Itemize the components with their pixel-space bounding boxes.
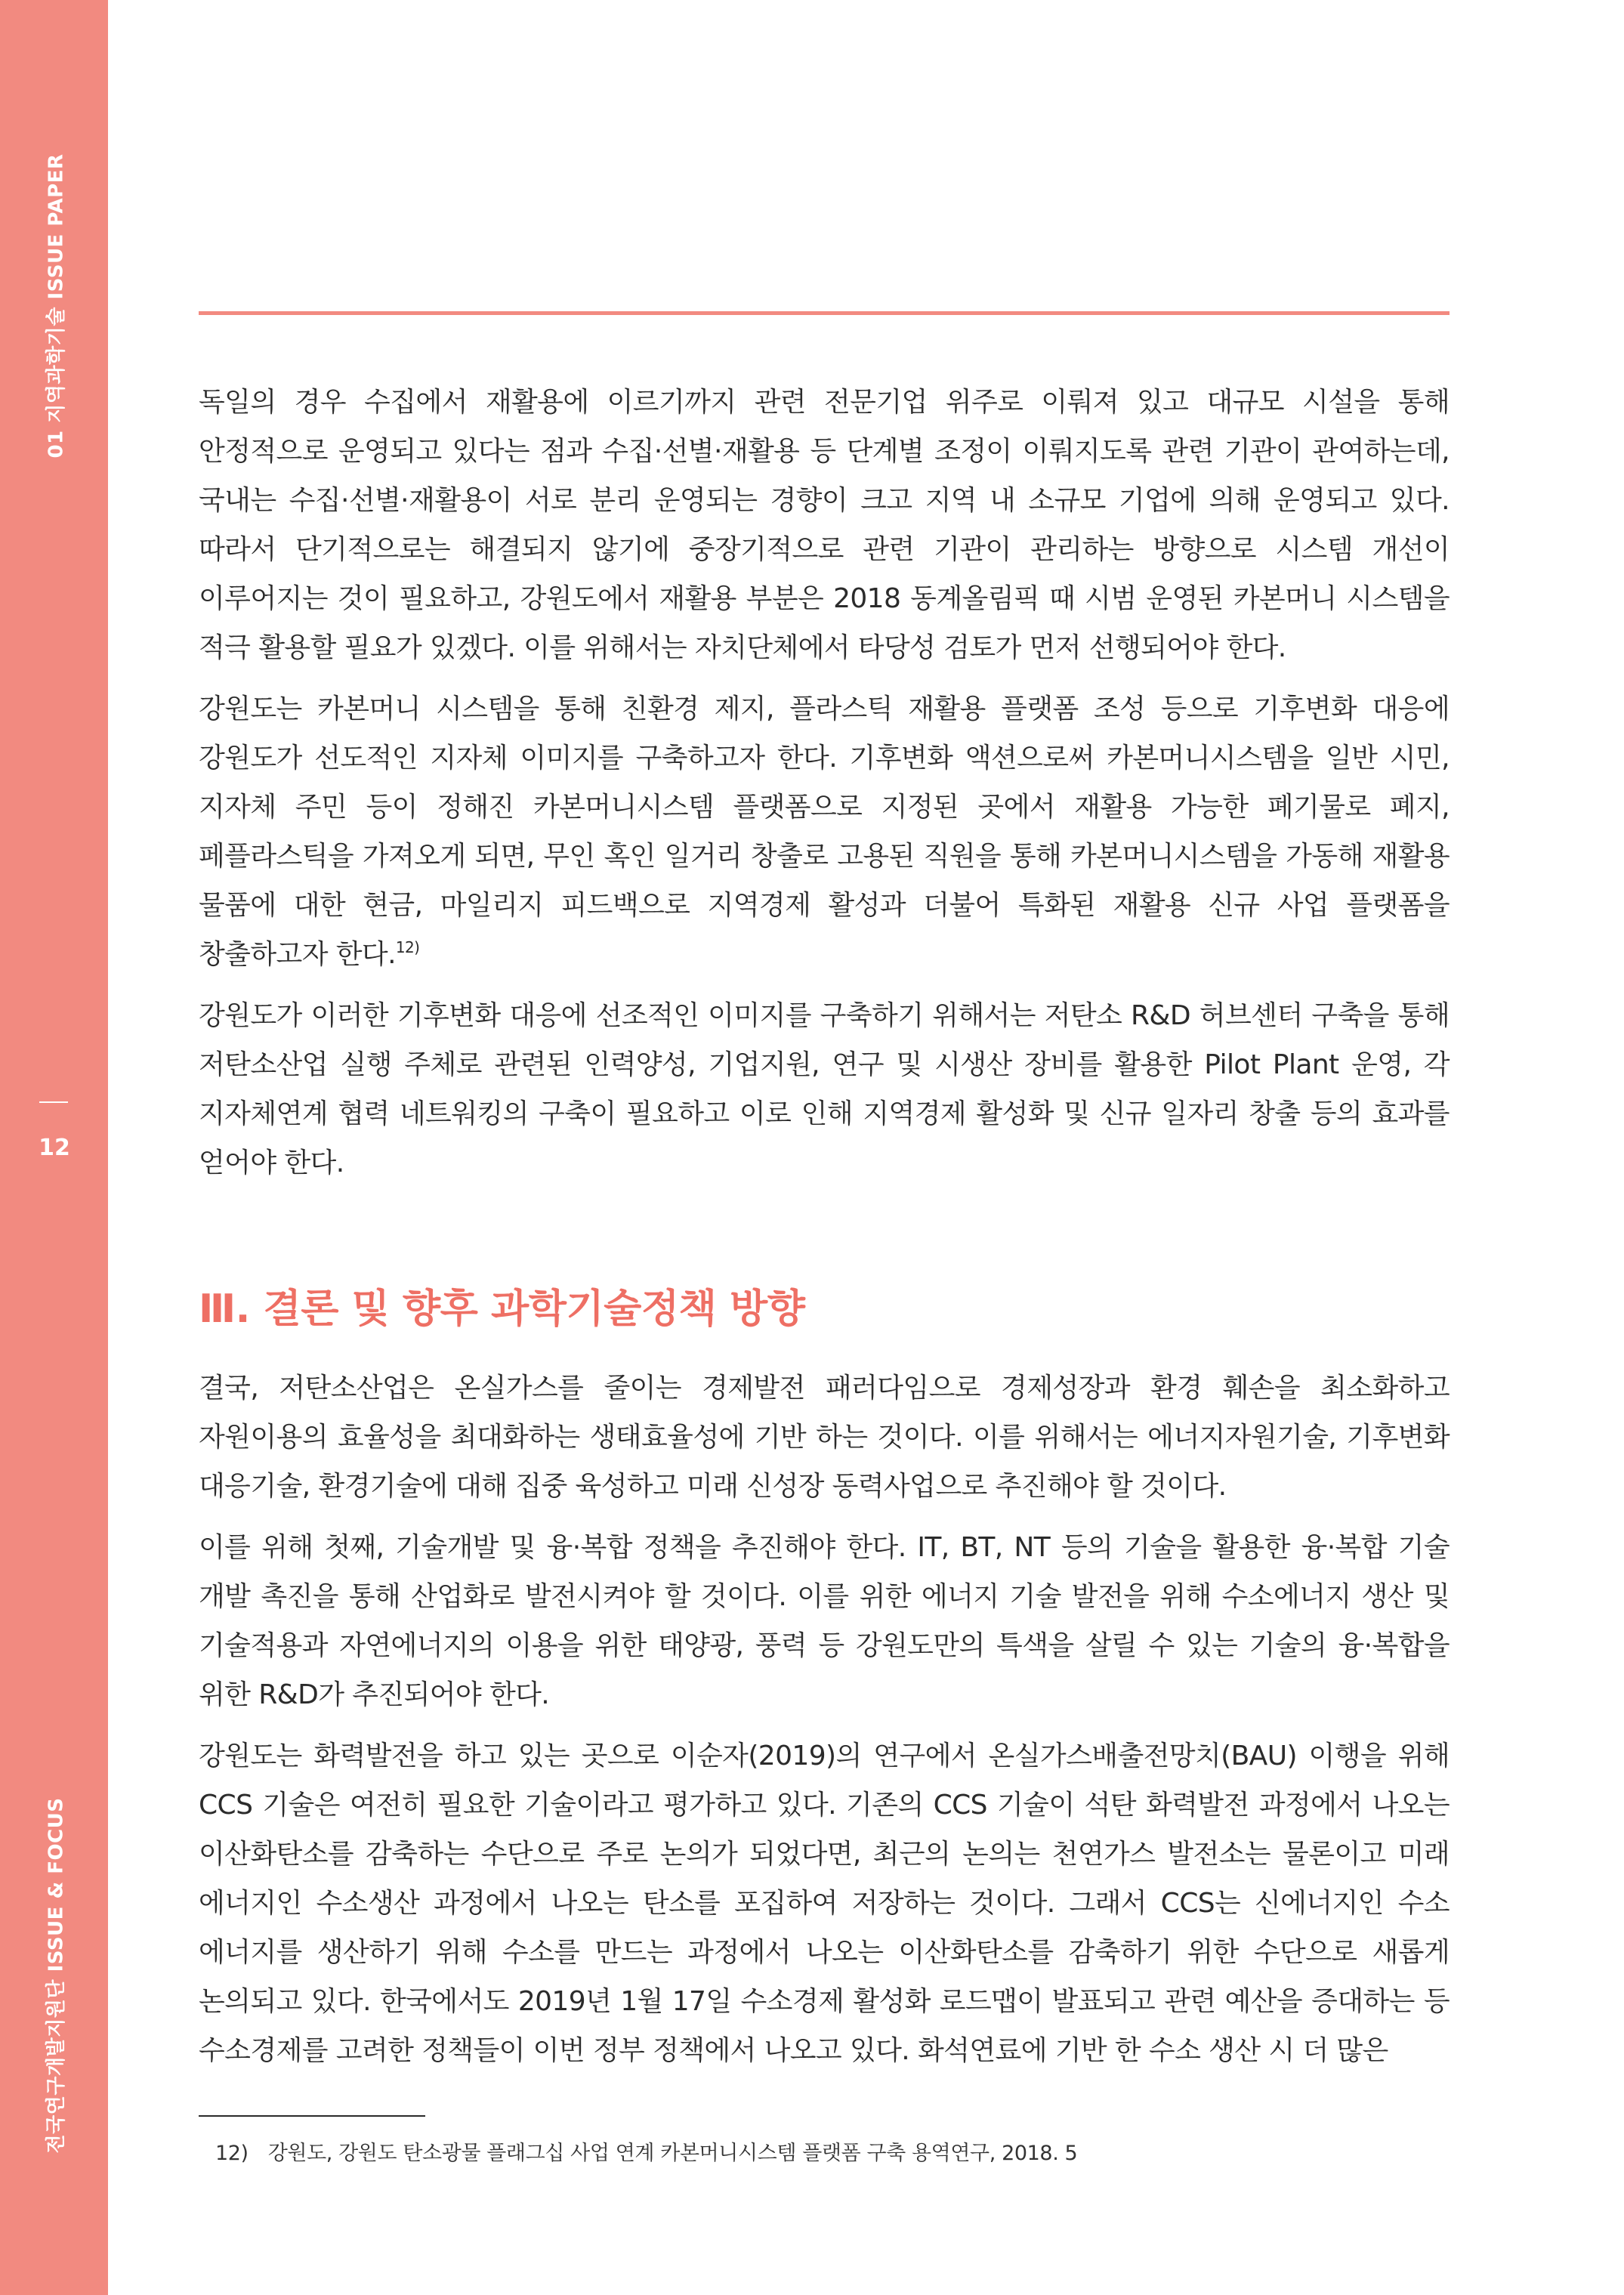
paragraph: 이를 위해 첫째, 기술개발 및 융·복합 정책을 추진해야 한다. IT, BT, NT 등의 기술을 활용한 융·복합 기술 개발 촉진을 통해 산업화로 발전시켜야 할 것이다. 이를 위한 에너지 기술 발전을 위해 수소에너지 생산 및 기술적용과 자연에너지의 이용을 위한 태양광, 풍력 등 강원도만의 특색을 살릴 수 있는 기술의 융·복합을 위한 R&D가 추진되어야 한다.	[199, 1532, 1450, 1710]
footnote-reference[interactable]: 12)	[395, 938, 420, 956]
page-number-divider	[39, 1101, 68, 1103]
paragraph: 독일의 경우 수집에서 재활용에 이르기까지 관련 전문기업 위주로 이뤄져 있고 대규모 시설을 통해 안정적으로 운영되고 있다는 점과 수집·선별·재활용 등 단계별 조정이 이뤄지도록 관련 기관이 관여하는데, 국내는 수집·선별·재활용이 서로 분리 운영되는 경향이 크고 지역 내 소규모 기업에 의해 운영되고 있다. 따라서 단기적으로는 해결되지 않기에 중장기적으로 관련 기관이 관리하는 방향으로 시스템 개선이 이루어지는 것이 필요하고, 강원도에서 재활용 부분은 2018 동계올림픽 때 시범 운영된 카본머니 시스템을 적극 활용할 필요가 있겠다. 이를 위해서는 자치단체에서 타당성 검토가 먼저 선행되어야 한다.	[199, 387, 1450, 663]
paragraph: 강원도가 이러한 기후변화 대응에 선조적인 이미지를 구축하기 위해서는 저탄소 R&D 허브센터 구축을 통해 저탄소산업 실행 주체로 관련된 인력양성, 기업지원, 연구 및 시생산 장비를 활용한 Pilot Plant 운영, 각 지자체연계 협력 네트워킹의 구축이 필요하고 이로 인해 지역경제 활성화 및 신규 일자리 창출 등의 효과를 얻어야 한다.	[199, 1000, 1450, 1178]
footnote-number: 12)	[215, 2142, 249, 2165]
sidebar-series-label: 01 지역과학기술 ISSUE PAPER	[45, 153, 68, 459]
section-body-text	[199, 1364, 1450, 2087]
paragraph: 강원도는 화력발전을 하고 있는 곳으로 이순자(2019)의 연구에서 온실가스배출전망치(BAU) 이행을 위해 CCS 기술은 여전히 필요한 기술이라고 평가하고 있다. 기존의 CCS 기술이 석탄 화력발전 과정에서 나오는 이산화탄소를 감축하는 수단으로 주로 논의가 되었다면, 최근의 논의는 천연가스 발전소는 물론이고 미래 에너지인 수소생산 과정에서 나오는 탄소를 포집하여 저장하는 것이다. 그래서 CCS는 신에너지인 수소 에너지를 생산하기 위해 수소를 만드는 과정에서 나오는 이산화탄소를 감축하기 위한 수단으로 새롭게 논의되고 있다. 한국에서도 2019년 1월 17일 수소경제 활성화 로드맵이 발표되고 관련 예산을 증대하는 등 수소경제를 고려한 정책들이 이번 정부 정책에서 나오고 있다. 화석연료에 기반 한 수소 생산 시 더 많은	[199, 1741, 1450, 2066]
footnote-text: 강원도, 강원도 탄소광물 플래그십 사업 연계 카본머니시스템 플랫폼 구축 용역연구, 2018. 5	[267, 2142, 1078, 2165]
footnote-divider	[199, 2115, 425, 2117]
paragraph-text: 강원도는 카본머니 시스템을 통해 친환경 제지, 플라스틱 재활용 플랫폼 조성 등으로 기후변화 대응에 강원도가 선도적인 지자체 이미지를 구축하고자 한다. 기후변화 액션으로써 카본머니시스템을 일반 시민, 지자체 주민 등이 정해진 카본머니시스템 플랫폼으로 지정된 곳에서 재활용 가능한 폐기물로 폐지, 페플라스틱을 가져오게 되면, 무인 혹인 일거리 창출로 고용된 직원을 통해 카본머니시스템을 가동해 재활용 물품에 대한 현금, 마일리지 피드백으로 지역경제 활성과 더불어 특화된 재활용 신규 사업 플랫폼을 창출하고자 한다.	[199, 693, 1450, 970]
body-text	[199, 378, 1450, 1200]
footnote	[215, 2136, 1077, 2166]
paragraph: 결국, 저탄소산업은 온실가스를 줄이는 경제발전 패러다임으로 경제성장과 환경 훼손을 최소화하고 자원이용의 효율성을 최대화하는 생태효율성에 기반 하는 것이다. 이를 위해서는 에너지자원기술, 기후변화 대응기술, 환경기술에 대해 집중 육성하고 미래 신성장 동력사업으로 추진해야 할 것이다.	[199, 1373, 1450, 1502]
sidebar	[0, 0, 108, 2295]
page-number: 12	[39, 1135, 70, 1161]
top-divider	[199, 311, 1450, 315]
sidebar-publisher-label: 전국연구개발지원단 ISSUE & FOCUS	[45, 1797, 68, 2154]
section-heading: Ⅲ. 결론 및 향후 과학기술정책 방향	[199, 1286, 805, 1332]
paragraph-with-footnote	[199, 684, 1450, 979]
